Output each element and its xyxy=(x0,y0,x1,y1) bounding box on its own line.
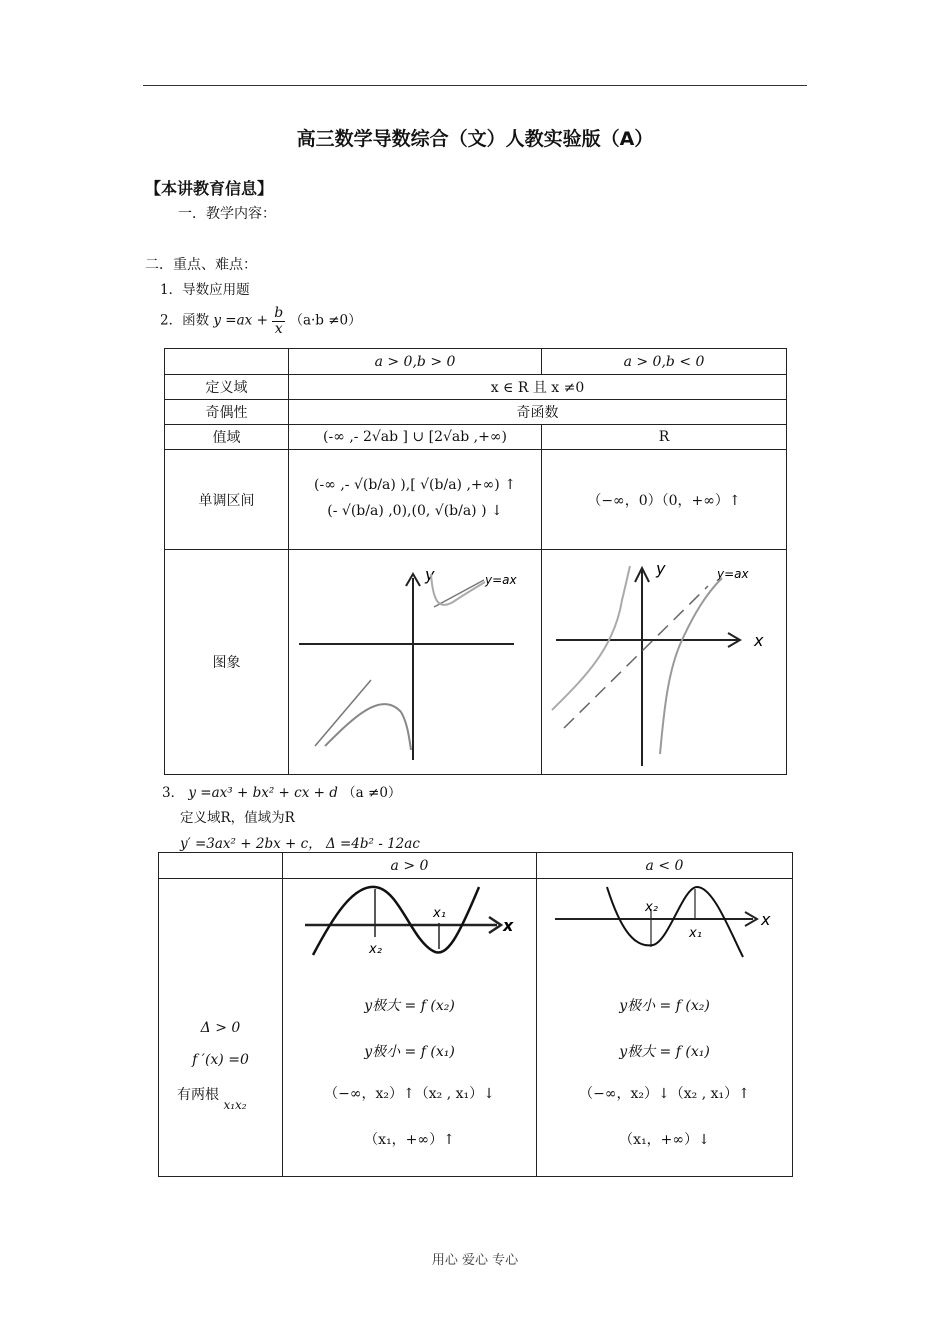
cubic-b-monotonic-1: （−∞，x₂）↓（x₂ , x₁）↑ xyxy=(579,1086,750,1102)
table1-graph-a-cell xyxy=(289,550,542,775)
table2-left-conditions xyxy=(159,879,283,1177)
graph-cubic-b-x1-label: x₁ xyxy=(689,926,702,941)
table1-label-monotonic: 单调区间 xyxy=(165,450,289,550)
cubic-b-minimum: y极小 = f (x₂) xyxy=(619,998,710,1014)
table2-corner-cell xyxy=(159,853,283,879)
list-item-2-condition: （a·b ≠0） xyxy=(289,312,362,329)
table1-row-domain xyxy=(165,375,787,400)
document-title: 高三数学导数综合（文）人教实验版（A） xyxy=(296,128,654,150)
table1-graph-b-cell xyxy=(542,550,787,775)
domain-range-line: 定义域R，值域为R xyxy=(180,810,295,826)
table1-row-graph xyxy=(165,550,787,775)
graph-cubic-b-curve xyxy=(607,887,743,957)
table1-label-range: 值域 xyxy=(165,425,289,450)
graph-reciprocal-positive xyxy=(289,550,542,774)
table1-row-range xyxy=(165,425,787,450)
list-item-3-condition: （a ≠0） xyxy=(342,785,402,801)
table1-monotonic-a-increasing: (-∞ ,- √(b/a) ),[ √(b/a) ,+∞) ↑ xyxy=(314,476,516,493)
graph-cubic-b-x-label: x xyxy=(761,910,771,929)
section-header: 【本讲教育信息】 xyxy=(145,179,274,198)
graph-b-left-branch xyxy=(552,566,630,710)
derivative-line xyxy=(180,832,420,852)
cubic-a-maximum: y极大 = f (x₂) xyxy=(364,998,455,1014)
table1-monotonic-a xyxy=(289,450,542,550)
graph-a-upper-branch xyxy=(431,574,485,605)
graph-cubic-negative xyxy=(537,879,793,965)
table-reciprocal-function xyxy=(164,348,787,775)
graph-b-x-label: x xyxy=(754,631,764,650)
fraction-denominator: x xyxy=(274,320,283,337)
list-item-2-function: y =ax + xyxy=(213,312,268,329)
table1-range-b: R xyxy=(542,425,787,450)
graph-b-right-branch xyxy=(660,578,722,754)
graph-cubic-a-x1-label: x₁ xyxy=(433,906,446,921)
two-roots-label: 有两根 xyxy=(177,1086,219,1103)
table1-monotonic-b: （−∞，0）（0，+∞）↑ xyxy=(542,450,787,550)
table1-monotonic-a-decreasing: (- √(b/a) ,0),(0, √(b/a) ) ↓ xyxy=(327,502,503,519)
table1-row-monotonic xyxy=(165,450,787,550)
list-item-3-prefix: 3． xyxy=(162,785,185,801)
condition-delta: Δ > 0 xyxy=(200,1019,241,1036)
table2-col-header-1: a > 0 xyxy=(283,853,537,879)
graph-a-lower-branch xyxy=(325,704,411,750)
page-footer: 用心 爱心 专心 xyxy=(431,1253,519,1268)
cubic-a-minimum: y极小 = f (x₁) xyxy=(364,1044,455,1060)
table2-a-negative-cell xyxy=(537,879,793,1177)
condition-fprime: f ′(x) =0 xyxy=(192,1051,249,1068)
cubic-a-monotonic-2: （x₁，+∞）↑ xyxy=(364,1132,455,1148)
list-item-2-fraction xyxy=(272,306,285,336)
condition-two-roots xyxy=(159,1084,282,1112)
graph-cubic-a-x-label: x xyxy=(503,916,514,935)
list-item-2 xyxy=(160,306,362,336)
graph-cubic-a-curve xyxy=(313,887,479,955)
list-item-2-prefix: 2．函数 xyxy=(160,312,210,329)
item-two: 二．重点、难点： xyxy=(145,257,257,273)
table2-a-positive-cell xyxy=(283,879,537,1177)
table1-label-domain: 定义域 xyxy=(165,375,289,400)
table1-label-parity: 奇偶性 xyxy=(165,400,289,425)
graph-b-asymptote xyxy=(564,586,708,728)
graph-cubic-positive xyxy=(283,879,537,965)
table2-header-row xyxy=(159,853,793,879)
graph-b-y-label: y xyxy=(656,559,666,578)
two-roots-vars: x₁x₂ xyxy=(223,1097,247,1112)
table1-col-header-1: a > 0,b > 0 xyxy=(289,349,542,375)
table1-label-graph: 图象 xyxy=(165,550,289,775)
graph-cubic-a-x2-label: x₂ xyxy=(369,942,382,957)
table1-row-parity xyxy=(165,400,787,425)
list-item-3 xyxy=(162,781,401,801)
fraction-numerator: b xyxy=(274,305,284,321)
table1-col-header-2: a > 0,b < 0 xyxy=(542,349,787,375)
list-item-3-function: y =ax³ + bx² + cx + d xyxy=(188,785,338,801)
item-one: 一．教学内容： xyxy=(178,206,276,222)
table1-domain-value: x ∈ R 且 x ≠0 xyxy=(289,375,787,400)
table1-range-a: (-∞ ,- 2√ab ] ∪ [2√ab ,+∞) xyxy=(289,425,542,450)
graph-a-y-label: y xyxy=(425,565,435,584)
graph-a-asymptote-upper xyxy=(434,580,484,607)
graph-a-line-label: y=ax xyxy=(485,573,517,587)
graph-reciprocal-mixed xyxy=(542,550,787,774)
table1-parity-value: 奇函数 xyxy=(289,400,787,425)
derivative-expression: y′ =3ax² + 2bx + c， xyxy=(180,836,322,852)
list-item-1: 1．导数应用题 xyxy=(160,282,250,298)
table1-corner-cell xyxy=(165,349,289,375)
graph-cubic-b-x2-label: x₂ xyxy=(645,900,658,915)
cubic-a-monotonic-1: （−∞，x₂）↑（x₂ , x₁）↓ xyxy=(324,1086,495,1102)
cubic-b-maximum: y极大 = f (x₁) xyxy=(619,1044,710,1060)
table-cubic-function xyxy=(158,852,793,1177)
table2-row-main xyxy=(159,879,793,1177)
cubic-b-monotonic-2: （x₁，+∞）↓ xyxy=(619,1132,710,1148)
discriminant-expression: Δ =4b² - 12ac xyxy=(325,836,420,852)
graph-b-line-label: y=ax xyxy=(717,567,749,581)
table2-col-header-2: a < 0 xyxy=(537,853,793,879)
header-rule xyxy=(143,85,807,86)
table1-header-row xyxy=(165,349,787,375)
